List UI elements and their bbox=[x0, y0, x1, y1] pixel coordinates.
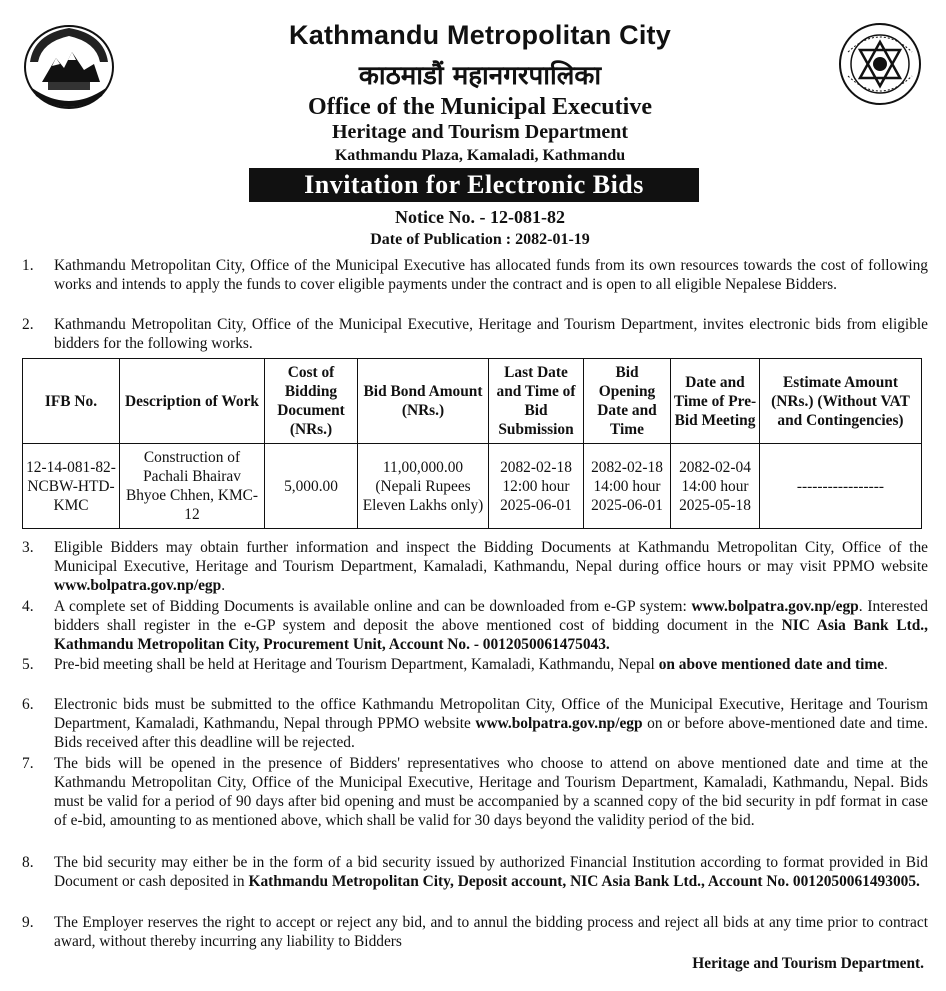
paragraph-2 bbox=[22, 315, 928, 353]
paragraph-text bbox=[54, 597, 928, 654]
header-bid-bond: Bid Bond Amount (NRs.) bbox=[358, 359, 489, 444]
city-name-nepali: काठमाडौं महानगरपालिका bbox=[358, 61, 602, 91]
paragraph-1 bbox=[22, 256, 928, 294]
bank-account-info: NIC Asia Bank Ltd., Kathmandu Metropolitan City, Procurement Unit, Account No. - 0012050061475043. bbox=[54, 617, 928, 653]
cell-prebid: 2082-02-04 14:00 hour 2025-05-18 bbox=[671, 444, 760, 529]
website-link[interactable]: www.bolpatra.gov.np/egp bbox=[691, 598, 859, 615]
paragraph-5 bbox=[22, 655, 928, 674]
department-name: Heritage and Tourism Department bbox=[331, 121, 629, 143]
bank-account-info: Kathmandu Metropolitan City, Deposit account, NIC Asia Bank Ltd., Account No. 0012050061493005. bbox=[248, 873, 920, 890]
text-run: . bbox=[884, 656, 888, 673]
kmc-seal-icon bbox=[838, 22, 922, 106]
cell-bid-bond: 11,00,000.00 (Nepali Rupees Eleven Lakhs only) bbox=[358, 444, 489, 529]
text-run: on or before above-mentioned date and time. Bids received after this deadline will be rejected. bbox=[54, 715, 928, 751]
cell-cost: 5,000.00 bbox=[265, 444, 358, 529]
cell-ifb-no: 12-14-081-82-NCBW-HTD-KMC bbox=[23, 444, 120, 529]
paragraph-number: 6. bbox=[22, 696, 34, 713]
office-name: Office of the Municipal Executive bbox=[308, 94, 652, 120]
text-run: The bid security may either be in the form of a bid security issued by authorized Financial Institution according to format provided in Bid Document or cash deposited in bbox=[54, 854, 928, 890]
paragraph-text: Kathmandu Metropolitan City, Office of the Municipal Executive has allocated funds from its own resources towards the cost of following works and intends to apply the funds to cover eligible payments under the contract and is open to all eligible Nepalese Bidders. bbox=[54, 257, 928, 293]
table-row bbox=[23, 444, 922, 529]
paragraph-9 bbox=[22, 913, 928, 951]
paragraph-text bbox=[54, 853, 928, 891]
paragraph-text bbox=[54, 695, 928, 752]
city-name-english: Kathmandu Metropolitan City bbox=[289, 20, 671, 50]
header-opening: Bid Opening Date and Time bbox=[584, 359, 671, 444]
notice-banner: Invitation for Electronic Bids bbox=[249, 168, 699, 202]
paragraph-6 bbox=[22, 695, 928, 752]
text-run: A complete set of Bidding Documents is available online and can be downloaded from e-GP system: bbox=[54, 598, 692, 615]
paragraph-text: The bids will be opened in the presence of Bidders' representatives who choose to attend on above mentioned date and time at the Kathmandu Metropolitan City, Office of the Municipal Executive, Heritage and Tourism Department, Kamaladi, Kathmandu, Nepal. Bids must be valid for a period of 90 days after bid opening and must be accompanied by a scanned copy of the bid security in pdf format in case of e-bid, amounting to as mentioned above, which shall be valid for 30 days beyond the validity period of the bid. bbox=[54, 755, 928, 829]
paragraph-7 bbox=[22, 754, 928, 830]
cell-description: Construction of Pachali Bhairav Bhyoe Chhen, KMC-12 bbox=[120, 444, 265, 529]
signature-department: Heritage and Tourism Department. bbox=[692, 955, 924, 972]
paragraph-text bbox=[54, 538, 928, 595]
text-run: Eligible Bidders may obtain further information and inspect the Bidding Documents at Kathmandu Metropolitan City, Office of the Municipal Executive, Heritage and Tourism Department, Kamaladi, Kathmandu, Nepal during office hours or may visit PPMO website bbox=[54, 539, 928, 575]
text-run: . Interested bidders shall register in the e-GP system and deposit the above mentioned cost of bidding document in the bbox=[54, 598, 929, 634]
notice-number: Notice No. - 12-081-82 bbox=[395, 207, 565, 227]
header-prebid: Date and Time of Pre-Bid Meeting bbox=[671, 359, 760, 444]
paragraph-3 bbox=[22, 538, 928, 595]
paragraph-number: 4. bbox=[22, 598, 34, 615]
paragraph-text: Kathmandu Metropolitan City, Office of the Municipal Executive, Heritage and Tourism Department, invites electronic bids from eligible bidders for the following works. bbox=[54, 316, 928, 352]
paragraph-4 bbox=[22, 597, 928, 654]
paragraph-number: 8. bbox=[22, 854, 34, 871]
paragraph-8 bbox=[22, 853, 928, 891]
website-link[interactable]: www.bolpatra.gov.np/egp bbox=[54, 577, 222, 594]
header-last-date: Last Date and Time of Bid Submission bbox=[489, 359, 584, 444]
paragraph-number: 5. bbox=[22, 656, 34, 673]
paragraph-number: 2. bbox=[22, 316, 34, 333]
header-estimate: Estimate Amount (NRs.) (Without VAT and Contingencies) bbox=[760, 359, 922, 444]
paragraph-number: 9. bbox=[22, 914, 34, 931]
works-table bbox=[22, 358, 922, 529]
text-run: Pre-bid meeting shall be held at Heritage and Tourism Department, Kamaladi, Kathmandu, Nepal bbox=[54, 656, 659, 673]
header-ifb-no: IFB No. bbox=[23, 359, 120, 444]
paragraph-text bbox=[54, 655, 928, 674]
paragraph-number: 3. bbox=[22, 539, 34, 556]
cell-opening: 2082-02-18 14:00 hour 2025-06-01 bbox=[584, 444, 671, 529]
paragraph-number: 1. bbox=[22, 257, 34, 274]
website-link[interactable]: www.bolpatra.gov.np/egp bbox=[475, 715, 643, 732]
office-address: Kathmandu Plaza, Kamaladi, Kathmandu bbox=[334, 147, 626, 164]
publication-date: Date of Publication : 2082-01-19 bbox=[370, 231, 590, 248]
cell-last-date: 2082-02-18 12:00 hour 2025-06-01 bbox=[489, 444, 584, 529]
text-run: . bbox=[221, 577, 226, 594]
header-description: Description of Work bbox=[120, 359, 265, 444]
emphasis-text: on above mentioned date and time bbox=[658, 656, 884, 673]
nepal-emblem-icon bbox=[22, 22, 116, 112]
paragraph-number: 7. bbox=[22, 755, 34, 772]
table-header-row bbox=[23, 359, 922, 444]
paragraph-text: The Employer reserves the right to accept or reject any bid, and to annul the bidding process and reject all bids at any time prior to contract award, without thereby incurring any liability to Bidders bbox=[54, 914, 928, 950]
header-cost: Cost of Bidding Document (NRs.) bbox=[265, 359, 358, 444]
text-run: Electronic bids must be submitted to the office Kathmandu Metropolitan City, Office of the Municipal Executive, Heritage and Tourism Department, Kamaladi, Kathmandu, Nepal through PPMO website bbox=[54, 696, 928, 732]
cell-estimate: ----------------- bbox=[760, 444, 922, 529]
